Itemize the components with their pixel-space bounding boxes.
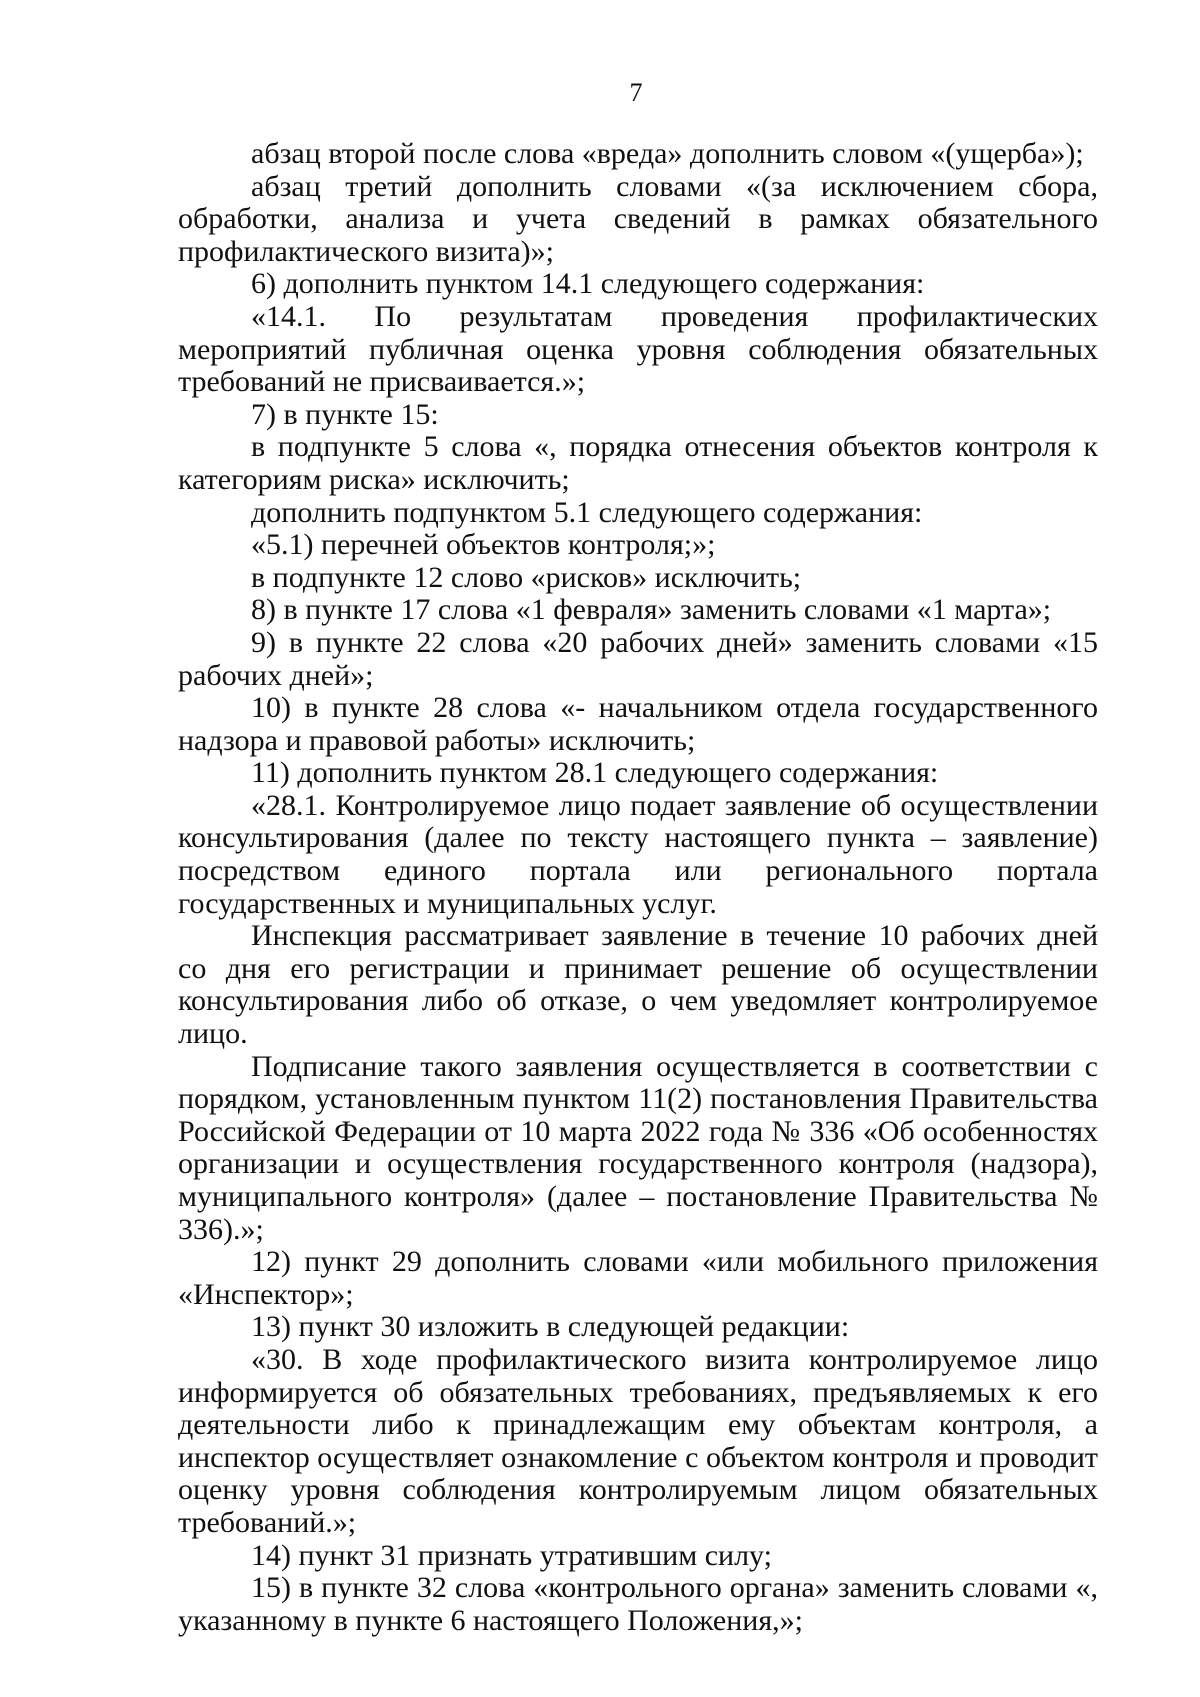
paragraph: 10) в пункте 28 слова «- начальником отдела государственного надзора и правовой работы» исключить; (178, 691, 1098, 757)
paragraph: 15) в пункте 32 слова «контрольного органа» заменить словами «, указанному в пункте 6 настоящего Положения,»; (178, 1571, 1098, 1637)
paragraph: «14.1. По результатам проведения профилактических мероприятий публичная оценка уровня соблюдения обязательных требований не присваивается.»; (178, 299, 1098, 399)
paragraph: 13) пункт 30 изложить в следующей редакции: (251, 1310, 850, 1344)
page-number: 7 (629, 78, 643, 107)
paragraph: 12) пункт 29 дополнить словами «или мобильного приложения «Инспектор»; (178, 1245, 1098, 1311)
paragraph: 8) в пункте 17 слова «1 февраля» заменить словами «1 марта»; (251, 593, 1052, 627)
paragraph: 7) в пункте 15: (251, 397, 439, 431)
paragraph: абзац третий дополнить словами «(за исключением сбора, обработки, анализа и учета сведений в рамках обязательного профилактического визита)»; (178, 169, 1098, 268)
paragraph: дополнить подпунктом 5.1 следующего содержания: (251, 495, 923, 529)
paragraph: «5.1) перечней объектов контроля;»; (251, 528, 716, 562)
paragraph: Подписание такого заявления осуществляется в соответствии с порядком, установленным пунктом 11(2) постановления Правительства Российской Федерации от 10 марта 2022 года № 336 «Об особенностях организации и осуществления государственного контроля (надзора), муниципального контроля» (далее – постановление Правительства № 336).»; (178, 1049, 1098, 1246)
document-body (178, 138, 1098, 1637)
paragraph: «28.1. Контролируемое лицо подает заявление об осуществлении консультирования (далее по тексту настоящего пункта – заявление) посредством единого портала или регионального портала государственных и муниципальных услуг. (178, 788, 1098, 920)
paragraph: абзац второй после слова «вреда» дополнить словом «(ущерба»); (251, 137, 1084, 170)
paragraph: 11) дополнить пунктом 28.1 следующего содержания: (251, 756, 939, 790)
paragraph: «30. В ходе профилактического визита контролируемое лицо информируется об обязательных требованиях, предъявляемых к его деятельности либо к принадлежащим ему объектам контроля, а инспектор осуществляет ознакомление с объектом контроля и проводит оценку уровня соблюдения контролируемым лицом обязательных требований.»; (178, 1342, 1098, 1539)
paragraph: 9) в пункте 22 слова «20 рабочих дней» заменить словами «15 рабочих дней»; (178, 625, 1098, 692)
paragraph: 6) дополнить пунктом 14.1 следующего содержания: (251, 267, 925, 301)
paragraph: Инспекция рассматривает заявление в течение 10 рабочих дней со дня его регистрации и принимает решение об осуществлении консультирования либо об отказе, о чем уведомляет контролируемое лицо. (178, 919, 1098, 1051)
paragraph: 14) пункт 31 признать утратившим силу; (251, 1538, 773, 1572)
paragraph: в подпункте 5 слова «, порядка отнесения объектов контроля к категориям риска» исключить; (178, 430, 1098, 496)
paragraph: в подпункте 12 слово «рисков» исключить; (251, 560, 802, 594)
